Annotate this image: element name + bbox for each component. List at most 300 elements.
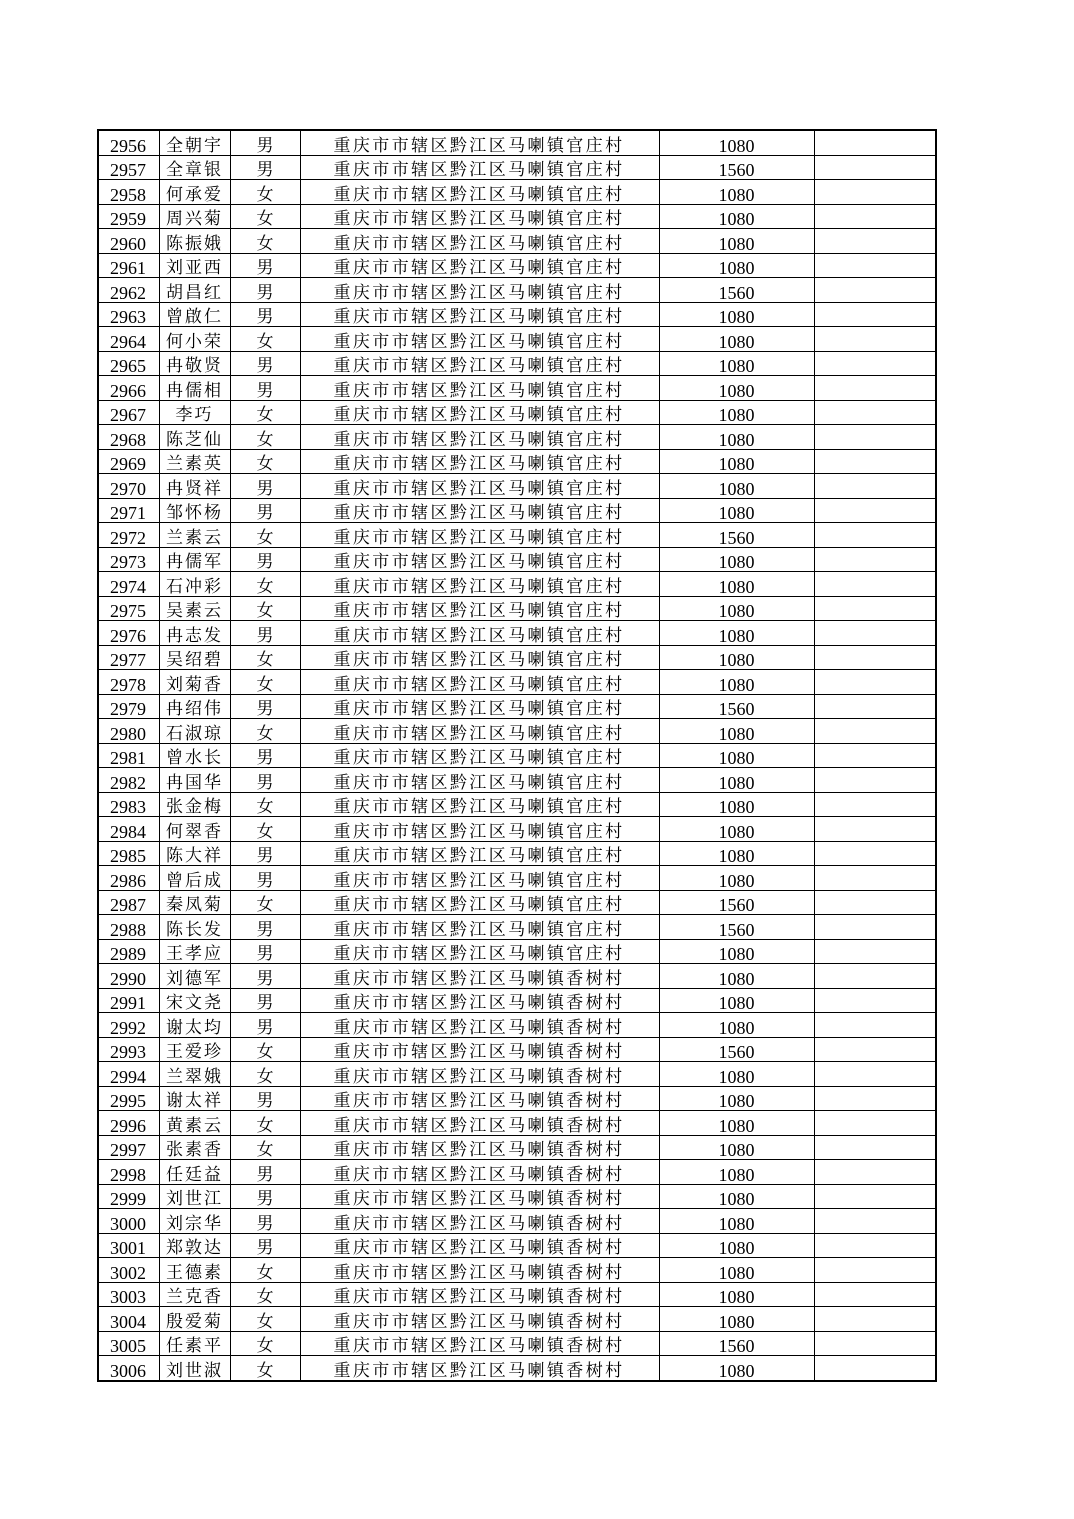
address-cell: 重庆市市辖区黔江区马喇镇官庄村 (300, 229, 659, 254)
address-cell: 重庆市市辖区黔江区马喇镇官庄村 (300, 351, 659, 376)
gender-cell: 女 (230, 572, 300, 597)
gender-cell: 女 (230, 204, 300, 229)
table-row (98, 376, 936, 401)
row-number-cell: 2968 (98, 425, 159, 450)
note-cell (814, 719, 936, 744)
note-cell (814, 964, 936, 989)
gender-cell: 女 (230, 1111, 300, 1136)
address-cell: 重庆市市辖区黔江区马喇镇官庄村 (300, 694, 659, 719)
row-number-cell: 2998 (98, 1160, 159, 1185)
row-number-cell: 2975 (98, 596, 159, 621)
name-cell: 张金梅 (159, 792, 230, 817)
name-cell: 陈长发 (159, 915, 230, 940)
table-row (98, 1160, 936, 1185)
gender-cell: 男 (230, 988, 300, 1013)
note-cell (814, 817, 936, 842)
name-cell: 刘亚西 (159, 253, 230, 278)
address-cell: 重庆市市辖区黔江区马喇镇香树村 (300, 1209, 659, 1234)
row-number-cell: 2973 (98, 547, 159, 572)
address-cell: 重庆市市辖区黔江区马喇镇官庄村 (300, 253, 659, 278)
name-cell: 张素香 (159, 1135, 230, 1160)
table-row (98, 155, 936, 180)
row-number-cell: 2986 (98, 866, 159, 891)
amount-cell: 1080 (659, 645, 814, 670)
row-number-cell: 2997 (98, 1135, 159, 1160)
gender-cell: 男 (230, 939, 300, 964)
amount-cell: 1080 (659, 1282, 814, 1307)
address-cell: 重庆市市辖区黔江区马喇镇官庄村 (300, 939, 659, 964)
name-cell: 曾后成 (159, 866, 230, 891)
note-cell (814, 180, 936, 205)
address-cell: 重庆市市辖区黔江区马喇镇官庄村 (300, 474, 659, 499)
table-row (98, 670, 936, 695)
table-row (98, 1307, 936, 1332)
name-cell: 兰素云 (159, 523, 230, 548)
name-cell: 王孝应 (159, 939, 230, 964)
row-number-cell: 2965 (98, 351, 159, 376)
address-cell: 重庆市市辖区黔江区马喇镇香树村 (300, 1331, 659, 1356)
row-number-cell: 2976 (98, 621, 159, 646)
table-row (98, 327, 936, 352)
row-number-cell: 2964 (98, 327, 159, 352)
row-number-cell: 2991 (98, 988, 159, 1013)
gender-cell: 男 (230, 130, 300, 155)
note-cell (814, 866, 936, 891)
row-number-cell: 2967 (98, 400, 159, 425)
note-cell (814, 1135, 936, 1160)
amount-cell: 1080 (659, 204, 814, 229)
gender-cell: 女 (230, 817, 300, 842)
name-cell: 全朝宇 (159, 130, 230, 155)
gender-cell: 男 (230, 474, 300, 499)
table-row (98, 474, 936, 499)
row-number-cell: 2977 (98, 645, 159, 670)
table-row (98, 498, 936, 523)
amount-cell: 1080 (659, 1135, 814, 1160)
row-number-cell: 3003 (98, 1282, 159, 1307)
address-cell: 重庆市市辖区黔江区马喇镇香树村 (300, 1086, 659, 1111)
table-row (98, 130, 936, 155)
row-number-cell: 2990 (98, 964, 159, 989)
gender-cell: 男 (230, 302, 300, 327)
row-number-cell: 2959 (98, 204, 159, 229)
note-cell (814, 743, 936, 768)
note-cell (814, 229, 936, 254)
row-number-cell: 2996 (98, 1111, 159, 1136)
note-cell (814, 278, 936, 303)
roster-table-body (98, 130, 936, 1381)
note-cell (814, 1062, 936, 1087)
amount-cell: 1080 (659, 719, 814, 744)
note-cell (814, 1086, 936, 1111)
amount-cell: 1560 (659, 890, 814, 915)
address-cell: 重庆市市辖区黔江区马喇镇官庄村 (300, 376, 659, 401)
table-row (98, 768, 936, 793)
row-number-cell: 2994 (98, 1062, 159, 1087)
gender-cell: 男 (230, 768, 300, 793)
name-cell: 兰克香 (159, 1282, 230, 1307)
gender-cell: 男 (230, 1086, 300, 1111)
address-cell: 重庆市市辖区黔江区马喇镇官庄村 (300, 278, 659, 303)
table-row (98, 253, 936, 278)
gender-cell: 女 (230, 1135, 300, 1160)
name-cell: 何承爱 (159, 180, 230, 205)
table-row (98, 1258, 936, 1283)
amount-cell: 1080 (659, 1184, 814, 1209)
amount-cell: 1080 (659, 498, 814, 523)
amount-cell: 1080 (659, 792, 814, 817)
name-cell: 冉贤祥 (159, 474, 230, 499)
address-cell: 重庆市市辖区黔江区马喇镇香树村 (300, 964, 659, 989)
amount-cell: 1080 (659, 253, 814, 278)
table-row (98, 204, 936, 229)
name-cell: 刘德军 (159, 964, 230, 989)
name-cell: 冉志发 (159, 621, 230, 646)
address-cell: 重庆市市辖区黔江区马喇镇官庄村 (300, 204, 659, 229)
table-row (98, 866, 936, 891)
row-number-cell: 2956 (98, 130, 159, 155)
address-cell: 重庆市市辖区黔江区马喇镇官庄村 (300, 130, 659, 155)
amount-cell: 1560 (659, 278, 814, 303)
amount-cell: 1560 (659, 915, 814, 940)
gender-cell: 男 (230, 1233, 300, 1258)
table-row (98, 1062, 936, 1087)
note-cell (814, 1258, 936, 1283)
table-row (98, 621, 936, 646)
row-number-cell: 2995 (98, 1086, 159, 1111)
amount-cell: 1080 (659, 547, 814, 572)
gender-cell: 男 (230, 1209, 300, 1234)
row-number-cell: 2962 (98, 278, 159, 303)
table-row (98, 425, 936, 450)
gender-cell: 男 (230, 547, 300, 572)
row-number-cell: 2974 (98, 572, 159, 597)
name-cell: 宋文尧 (159, 988, 230, 1013)
table-row (98, 988, 936, 1013)
amount-cell: 1560 (659, 1331, 814, 1356)
amount-cell: 1080 (659, 572, 814, 597)
gender-cell: 男 (230, 376, 300, 401)
gender-cell: 男 (230, 743, 300, 768)
table-row (98, 180, 936, 205)
name-cell: 王德素 (159, 1258, 230, 1283)
table-row (98, 1282, 936, 1307)
table-row (98, 1209, 936, 1234)
name-cell: 殷爱菊 (159, 1307, 230, 1332)
name-cell: 吴绍碧 (159, 645, 230, 670)
row-number-cell: 2980 (98, 719, 159, 744)
gender-cell: 男 (230, 1160, 300, 1185)
amount-cell: 1080 (659, 400, 814, 425)
table-row (98, 351, 936, 376)
note-cell (814, 596, 936, 621)
table-row (98, 1013, 936, 1038)
address-cell: 重庆市市辖区黔江区马喇镇官庄村 (300, 645, 659, 670)
row-number-cell: 2961 (98, 253, 159, 278)
amount-cell: 1080 (659, 449, 814, 474)
amount-cell: 1080 (659, 817, 814, 842)
gender-cell: 女 (230, 1282, 300, 1307)
row-number-cell: 2999 (98, 1184, 159, 1209)
address-cell: 重庆市市辖区黔江区马喇镇香树村 (300, 988, 659, 1013)
name-cell: 郑敦达 (159, 1233, 230, 1258)
note-cell (814, 694, 936, 719)
note-cell (814, 1233, 936, 1258)
table-row (98, 1233, 936, 1258)
amount-cell: 1560 (659, 523, 814, 548)
table-row (98, 1135, 936, 1160)
row-number-cell: 2966 (98, 376, 159, 401)
row-number-cell: 3001 (98, 1233, 159, 1258)
amount-cell: 1080 (659, 1160, 814, 1185)
table-row (98, 523, 936, 548)
note-cell (814, 425, 936, 450)
name-cell: 兰翠娥 (159, 1062, 230, 1087)
address-cell: 重庆市市辖区黔江区马喇镇官庄村 (300, 572, 659, 597)
name-cell: 冉儒相 (159, 376, 230, 401)
amount-cell: 1080 (659, 180, 814, 205)
name-cell: 何小荣 (159, 327, 230, 352)
row-number-cell: 3005 (98, 1331, 159, 1356)
table-row (98, 792, 936, 817)
address-cell: 重庆市市辖区黔江区马喇镇香树村 (300, 1062, 659, 1087)
note-cell (814, 768, 936, 793)
row-number-cell: 2981 (98, 743, 159, 768)
gender-cell: 女 (230, 1062, 300, 1087)
gender-cell: 女 (230, 890, 300, 915)
note-cell (814, 645, 936, 670)
gender-cell: 男 (230, 915, 300, 940)
gender-cell: 女 (230, 449, 300, 474)
note-cell (814, 155, 936, 180)
address-cell: 重庆市市辖区黔江区马喇镇官庄村 (300, 180, 659, 205)
address-cell: 重庆市市辖区黔江区马喇镇香树村 (300, 1013, 659, 1038)
note-cell (814, 449, 936, 474)
address-cell: 重庆市市辖区黔江区马喇镇官庄村 (300, 768, 659, 793)
note-cell (814, 915, 936, 940)
note-cell (814, 302, 936, 327)
table-row (98, 939, 936, 964)
row-number-cell: 2958 (98, 180, 159, 205)
address-cell: 重庆市市辖区黔江区马喇镇香树村 (300, 1184, 659, 1209)
row-number-cell: 2982 (98, 768, 159, 793)
address-cell: 重庆市市辖区黔江区马喇镇官庄村 (300, 449, 659, 474)
address-cell: 重庆市市辖区黔江区马喇镇香树村 (300, 1160, 659, 1185)
address-cell: 重庆市市辖区黔江区马喇镇香树村 (300, 1356, 659, 1381)
note-cell (814, 523, 936, 548)
row-number-cell: 2983 (98, 792, 159, 817)
name-cell: 冉儒军 (159, 547, 230, 572)
gender-cell: 女 (230, 1258, 300, 1283)
gender-cell: 男 (230, 841, 300, 866)
gender-cell: 女 (230, 327, 300, 352)
amount-cell: 1560 (659, 1037, 814, 1062)
gender-cell: 男 (230, 866, 300, 891)
address-cell: 重庆市市辖区黔江区马喇镇官庄村 (300, 841, 659, 866)
gender-cell: 男 (230, 155, 300, 180)
table-row (98, 817, 936, 842)
amount-cell: 1080 (659, 474, 814, 499)
address-cell: 重庆市市辖区黔江区马喇镇香树村 (300, 1135, 659, 1160)
address-cell: 重庆市市辖区黔江区马喇镇官庄村 (300, 866, 659, 891)
address-cell: 重庆市市辖区黔江区马喇镇官庄村 (300, 547, 659, 572)
table-row (98, 915, 936, 940)
row-number-cell: 2957 (98, 155, 159, 180)
note-cell (814, 621, 936, 646)
note-cell (814, 572, 936, 597)
name-cell: 任廷益 (159, 1160, 230, 1185)
amount-cell: 1080 (659, 841, 814, 866)
row-number-cell: 2970 (98, 474, 159, 499)
amount-cell: 1080 (659, 866, 814, 891)
table-row (98, 449, 936, 474)
amount-cell: 1080 (659, 1013, 814, 1038)
table-row (98, 1037, 936, 1062)
name-cell: 王爱珍 (159, 1037, 230, 1062)
row-number-cell: 2989 (98, 939, 159, 964)
gender-cell: 男 (230, 253, 300, 278)
address-cell: 重庆市市辖区黔江区马喇镇香树村 (300, 1258, 659, 1283)
row-number-cell: 2963 (98, 302, 159, 327)
row-number-cell: 3006 (98, 1356, 159, 1381)
address-cell: 重庆市市辖区黔江区马喇镇官庄村 (300, 743, 659, 768)
gender-cell: 男 (230, 1013, 300, 1038)
amount-cell: 1080 (659, 964, 814, 989)
gender-cell: 女 (230, 645, 300, 670)
address-cell: 重庆市市辖区黔江区马喇镇官庄村 (300, 596, 659, 621)
amount-cell: 1080 (659, 988, 814, 1013)
gender-cell: 男 (230, 278, 300, 303)
table-row (98, 964, 936, 989)
gender-cell: 女 (230, 719, 300, 744)
note-cell (814, 130, 936, 155)
amount-cell: 1080 (659, 1111, 814, 1136)
name-cell: 刘宗华 (159, 1209, 230, 1234)
note-cell (814, 474, 936, 499)
gender-cell: 女 (230, 596, 300, 621)
address-cell: 重庆市市辖区黔江区马喇镇官庄村 (300, 302, 659, 327)
gender-cell: 男 (230, 621, 300, 646)
amount-cell: 1080 (659, 130, 814, 155)
row-number-cell: 2992 (98, 1013, 159, 1038)
gender-cell: 女 (230, 670, 300, 695)
gender-cell: 女 (230, 523, 300, 548)
name-cell: 刘世淑 (159, 1356, 230, 1381)
name-cell: 秦凤菊 (159, 890, 230, 915)
gender-cell: 女 (230, 1037, 300, 1062)
amount-cell: 1080 (659, 327, 814, 352)
amount-cell: 1080 (659, 351, 814, 376)
table-row (98, 302, 936, 327)
note-cell (814, 1160, 936, 1185)
table-row (98, 229, 936, 254)
address-cell: 重庆市市辖区黔江区马喇镇香树村 (300, 1233, 659, 1258)
amount-cell: 1080 (659, 621, 814, 646)
gender-cell: 女 (230, 1331, 300, 1356)
row-number-cell: 2979 (98, 694, 159, 719)
table-row (98, 1086, 936, 1111)
address-cell: 重庆市市辖区黔江区马喇镇官庄村 (300, 400, 659, 425)
address-cell: 重庆市市辖区黔江区马喇镇官庄村 (300, 890, 659, 915)
gender-cell: 女 (230, 1356, 300, 1381)
table-row (98, 572, 936, 597)
amount-cell: 1080 (659, 229, 814, 254)
note-cell (814, 327, 936, 352)
address-cell: 重庆市市辖区黔江区马喇镇官庄村 (300, 719, 659, 744)
table-row (98, 841, 936, 866)
name-cell: 邹怀杨 (159, 498, 230, 523)
row-number-cell: 2988 (98, 915, 159, 940)
table-row (98, 1111, 936, 1136)
amount-cell: 1080 (659, 1233, 814, 1258)
note-cell (814, 400, 936, 425)
gender-cell: 女 (230, 792, 300, 817)
gender-cell: 女 (230, 400, 300, 425)
name-cell: 周兴菊 (159, 204, 230, 229)
row-number-cell: 2978 (98, 670, 159, 695)
note-cell (814, 1184, 936, 1209)
name-cell: 刘世江 (159, 1184, 230, 1209)
table-row (98, 596, 936, 621)
table-row (98, 400, 936, 425)
name-cell: 陈芝仙 (159, 425, 230, 450)
gender-cell: 女 (230, 1307, 300, 1332)
table-row (98, 547, 936, 572)
note-cell (814, 1356, 936, 1381)
amount-cell: 1080 (659, 376, 814, 401)
roster-table (97, 129, 937, 1382)
table-row (98, 743, 936, 768)
name-cell: 黄素云 (159, 1111, 230, 1136)
name-cell: 全章银 (159, 155, 230, 180)
gender-cell: 男 (230, 694, 300, 719)
name-cell: 吴素云 (159, 596, 230, 621)
name-cell: 任素平 (159, 1331, 230, 1356)
amount-cell: 1080 (659, 596, 814, 621)
table-row (98, 278, 936, 303)
gender-cell: 男 (230, 498, 300, 523)
note-cell (814, 841, 936, 866)
row-number-cell: 2985 (98, 841, 159, 866)
name-cell: 陈振娥 (159, 229, 230, 254)
note-cell (814, 890, 936, 915)
row-number-cell: 2987 (98, 890, 159, 915)
row-number-cell: 2971 (98, 498, 159, 523)
name-cell: 刘菊香 (159, 670, 230, 695)
note-cell (814, 547, 936, 572)
amount-cell: 1080 (659, 1356, 814, 1381)
address-cell: 重庆市市辖区黔江区马喇镇香树村 (300, 1307, 659, 1332)
address-cell: 重庆市市辖区黔江区马喇镇香树村 (300, 1037, 659, 1062)
name-cell: 石淑琼 (159, 719, 230, 744)
note-cell (814, 1037, 936, 1062)
note-cell (814, 988, 936, 1013)
name-cell: 谢太祥 (159, 1086, 230, 1111)
row-number-cell: 2984 (98, 817, 159, 842)
note-cell (814, 1209, 936, 1234)
note-cell (814, 498, 936, 523)
note-cell (814, 670, 936, 695)
amount-cell: 1080 (659, 425, 814, 450)
name-cell: 胡昌红 (159, 278, 230, 303)
gender-cell: 女 (230, 180, 300, 205)
address-cell: 重庆市市辖区黔江区马喇镇官庄村 (300, 498, 659, 523)
note-cell (814, 253, 936, 278)
note-cell (814, 376, 936, 401)
amount-cell: 1080 (659, 302, 814, 327)
row-number-cell: 3000 (98, 1209, 159, 1234)
address-cell: 重庆市市辖区黔江区马喇镇官庄村 (300, 155, 659, 180)
